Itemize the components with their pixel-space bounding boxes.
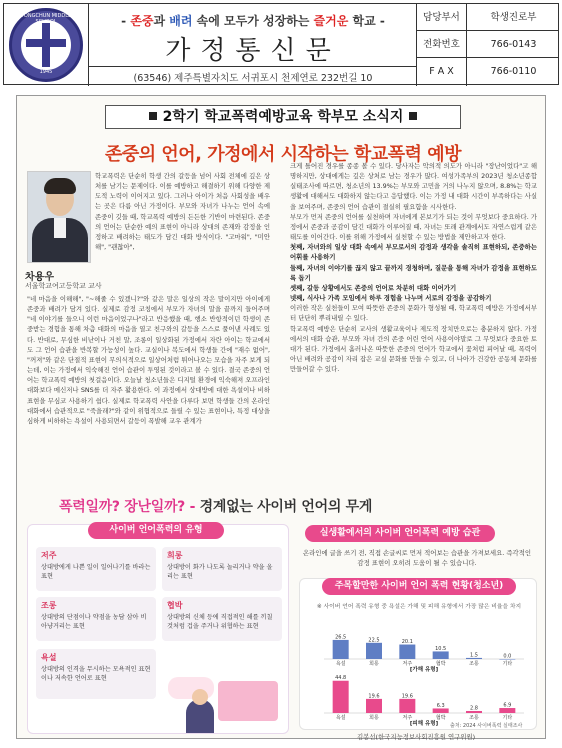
chart-category-label-perp-0: 욕설 — [335, 661, 346, 667]
school-logo — [9, 8, 83, 82]
chart-value-label-victim-4: 2.8 — [470, 705, 478, 712]
article-column-1a: 학교폭력은 단순히 학생 간의 갈등을 넘어 사회 전체에 깊은 상처를 남기는 문제이다. 이를 예방하고 해결하기 위해 다양한 제도적 노력이 이어지고 있다. 그러나 아이가 처음 사회성을 배우는 곳은 다름 아닌 가정이다. 부모와 자녀가 나누는 언어 속에 존중이 깃들 때, 학교폭력 예방의 든든한 기반이 마련된다. 존중의 언어는 단순한 예의 표현이 아니라 상대의 존재와 감정을 인정하고 배려하는 태도가 담긴 대화 방식이다. "고마워", "미안해", "괜찮아", — [95, 172, 270, 252]
square-bullet-icon — [409, 112, 417, 120]
article-column-1b: "네 마음을 이해해", "~해줄 수 있겠니?"와 같은 말은 일상의 작은 말이지만 아이에게 존중과 배려가 담겨 있다. 실제로 감정 코칭에서 부모가 자녀의 말을 끝까지 들어주며 "네 이야기를 들으니 이런 마음이었구나"라고 반응했을 때, 행소 반항적이던 학생이 존중받는 경험을 통해 차츰 대화의 마음을 열고 친구와의 갈등을 스스로 풀어낸 사례도 있다. 반대로, 무심한 비난이나 거친 말, 조롱이 일상화된 가정에서 자란 아이는 학교에서도 그 언어 습관을 반복할 가능성이 높다. 교실이나 복도에서 학생들 간에 "재수 없어", "꺼져"와 같은 단절적 표현이 무의식적으로 일상어처럼 튀어나오는 모습을 자주 보게 되는데, 이는 가정에서 익숙해진 언어 습관이 투영된 것이라고 볼 수 있다. 결국 존중의 언어는 학교폭력 예방의 첫걸음이다. 오늘날 청소년들은 디지털 환경에 익숙해져 오프라인 대화보다 메신저나 SNS를 더 자주 활용한다. 이 과정에서 상대방에 대한 욕설이나 비하 표현을 무심코 사용하기 쉽다. 실제로 학교폭력 사안을 다루다 보면 학생들 간의 온라인 대화에서 습관적으로 "죽을래?"와 같이 위협적으로 들릴 수 있는 표현이나, 특정 대상을 심하게 비하하는 욕설이 사용되면서 갈등이 폭발해 교우 관계가 — [27, 295, 270, 425]
illustration-student-phone — [166, 675, 284, 733]
chart-bar-perp-1 — [366, 643, 382, 659]
tip-first: 첫째, 자녀와의 일상 대화 속에서 부모로서의 감정과 생각을 솔직히 표현하되, 존중하는 어휘를 사용하기 — [290, 243, 537, 262]
stats-chart — [310, 609, 528, 727]
habit-heading: 실생활에서의 사이버 언어폭력 예방 습관 — [305, 525, 495, 542]
contact-info — [416, 4, 559, 86]
cyber-section-title: 폭력일까? 장난일까? - 경계없는 사이버 언어의 무게 — [59, 499, 373, 515]
stats-panel — [299, 578, 537, 730]
chart-value-label-perp-1: 22.5 — [368, 637, 380, 644]
chart-value-label-victim-2: 19.6 — [401, 693, 413, 700]
paragraph: 크게 틀어진 경우를 종종 볼 수 있다. 당사자는 악의적 의도가 아니라 "장난이었다"고 해명하지만, 상대에게는 깊은 상처로 남는 경우가 많다. 여성가족부의 2023년 청소년종합실태조사에 따르면, 청소년의 13.9%는 부모와 고민을 거의 나누지 않으며, 8.8%는 학교생활에 대해서도 대화하지 않는다고 응답했다. 이는 가정 내 대화 시간이 부족하다는 사실을 보여주며, 존중의 언어 습관이 절실히 필요함을 시사한다. — [290, 162, 537, 211]
stats-caption: ※ 사이버 언어 폭력 유형 중 욕설은 가해 및 피해 유형에서 가장 많은 비율을 차지 — [316, 604, 522, 610]
logo-inner — [21, 20, 71, 70]
logo-year: 1945 — [39, 69, 53, 75]
paragraph: 부모가 먼저 존중의 언어를 실천하며 자녀에게 본보기가 되는 것이 무엇보다 중요하다. 가정에서 존중과 공감이 담긴 대화가 이루어질 때, 자녀는 또래 관계에서도 자연스럽게 같은 태도를 이어간다. 이를 위해 가정에서 실천할 수 있는 방법을 제안하고자 한다. — [290, 212, 537, 242]
chart-category-label-victim-1: 희롱 — [369, 715, 379, 721]
info-row-fax: F A X 766-0110 — [416, 58, 559, 86]
stats-heading: 주목할만한 사이버 언어 폭력 현황(청소년) — [322, 578, 516, 595]
author-name: 차용우 — [25, 272, 54, 283]
type-mock: 조롱 상대방의 단점이나 약점을 농담 삼아 비아냥거리는 표현 — [36, 597, 156, 641]
chart-category-label-victim-4: 조롱 — [469, 715, 479, 721]
chart-bar-perp-3 — [433, 651, 449, 659]
chart-category-label-victim-3: 협박 — [435, 715, 446, 721]
slogan: - 존중과 배려 속에 모두가 성장하는 즐거운 학교 - — [121, 14, 385, 28]
chart-value-label-perp-5: 0.0 — [503, 653, 512, 660]
paper-title: 가정통신문 — [165, 36, 341, 66]
slogan-word-2: 배려 — [169, 14, 193, 28]
paragraph: 이러한 작은 실천들이 모여 따뜻한 존중의 문화가 형성될 때, 학교폭력 예방은 가정에서부터 단단히 뿌리내릴 수 있다. — [290, 304, 537, 323]
types-heading: 사이버 언어폭력의 유형 — [88, 522, 224, 539]
chart-value-label-perp-0: 26.5 — [335, 634, 347, 641]
chart-category-label-perp-2: 저주 — [402, 661, 413, 667]
paragraph: 학교폭력 예방은 단순히 교사의 생활교육이나 제도적 장치만으로는 충분하지 않다. 가정에서의 대화 습관, 부모와 자녀 간의 존중 어린 언어 사용이야말로 그 무엇보다 중요한 토대가 된다. 가정에서 흘러나온 따뜻한 존중의 언어가 학교에서 꽃처럼 피어날 때, 폭력이 아닌 배려와 공감이 자리 잡은 교실 문화를 만들 수 있고, 더 나아가 건강한 공동체 문화를 만들어갈 수 있다. — [290, 324, 537, 374]
tip-second: 둘째, 자녀의 이야기를 끊지 않고 끝까지 경청하며, 질문을 통해 자녀가 감정을 표현하도록 돕기 — [290, 263, 537, 282]
chart-value-label-victim-0: 44.8 — [335, 675, 347, 682]
chart-bar-victim-2 — [399, 699, 415, 713]
chart-category-label-perp-1: 희롱 — [369, 661, 379, 667]
chart-series-label-victim: [피해 유형] — [409, 721, 439, 727]
chart-category-label-perp-5: 기타 — [502, 661, 513, 667]
chart-bar-perp-0 — [333, 640, 349, 659]
violence-types-panel — [27, 524, 289, 734]
habit-text: 온라인에 글을 쓰기 전, 직접 손글씨로 먼저 적어보는 습관을 가져보세요. 즉각적인 감정 표현이 오히려 도움이 될 수 있습니다. — [302, 549, 532, 567]
article-title: 존중의 언어, 가정에서 시작하는 학교폭력 예방 — [104, 144, 462, 165]
header-center — [88, 4, 416, 86]
chart-value-label-victim-3: 6.3 — [436, 702, 445, 709]
chart-category-label-victim-5: 기타 — [502, 715, 513, 721]
chart-category-label-perp-4: 조롱 — [469, 661, 479, 667]
chart-value-label-perp-2: 20.1 — [401, 639, 413, 646]
stats-source: 출처: 2024 사이버폭력 실태조사 — [450, 723, 523, 729]
school-address: (63546) 제주특별자치도 서귀포시 천제연로 232번길 10 — [89, 66, 417, 86]
chart-value-label-perp-3: 10.5 — [435, 645, 447, 652]
info-row-phone: 전화번호 766-0143 — [416, 31, 559, 58]
chart-bar-perp-2 — [399, 645, 415, 659]
slogan-word-3: 즐거운 — [313, 14, 349, 28]
tip-fourth: 넷째, 식사나 가족 모임에서 하루 경험을 나누며 서로의 감정을 공감하기 — [290, 294, 492, 303]
chart-bar-victim-3 — [433, 708, 449, 713]
article-column-2 — [290, 161, 537, 479]
chart-bar-victim-0 — [333, 681, 349, 713]
author-role: 서울학교여고등학교 교사 — [25, 282, 102, 290]
author-photo — [27, 171, 91, 263]
newsletter-body — [16, 95, 546, 739]
chart-value-label-perp-4: 1.5 — [470, 652, 478, 659]
type-threat: 협박 상대방의 신체 등에 직접적인 해를 끼칠 것처럼 겁을 주거나 위협하는 표현 — [162, 597, 282, 641]
chart-series-label-perp: [가해 유형] — [409, 667, 439, 673]
newsletter-heading: 2학기 학교폭력예방교육 학부모 소식지 — [105, 105, 461, 129]
chart-value-label-victim-5: 6.9 — [503, 702, 512, 709]
logo-text: TONGCHUN MIDDLE — [20, 13, 72, 19]
info-row-department: 담당부서 학생진로부 — [416, 4, 559, 31]
chart-value-label-victim-1: 19.6 — [368, 693, 380, 700]
type-swear: 욕설 상대방의 인격을 무시하는 모욕적인 표현이나 저속한 언어로 표현 — [36, 649, 156, 699]
chart-category-label-victim-0: 욕설 — [335, 715, 346, 721]
stats-byline: 김봉선(한국지능정보사회진흥원 연구위원) — [357, 733, 476, 741]
chart-category-label-perp-3: 협박 — [435, 661, 446, 667]
tip-third: 셋째, 갈등 상황에서도 존중의 언어로 차분히 대화 이어가기 — [290, 283, 457, 292]
header — [3, 3, 559, 85]
type-harass: 희롱 상대방이 화가 나도록 놀리거나 약을 올리는 표현 — [162, 547, 282, 591]
chart-bar-victim-5 — [499, 708, 515, 713]
chart-bar-victim-1 — [366, 699, 382, 713]
type-curse: 저주 상대방에게 나쁜 일이 일어나기를 바라는 표현 — [36, 547, 156, 591]
slogan-word-1: 존중 — [130, 14, 154, 28]
square-bullet-icon — [149, 112, 157, 120]
chart-category-label-victim-2: 저주 — [402, 715, 413, 721]
